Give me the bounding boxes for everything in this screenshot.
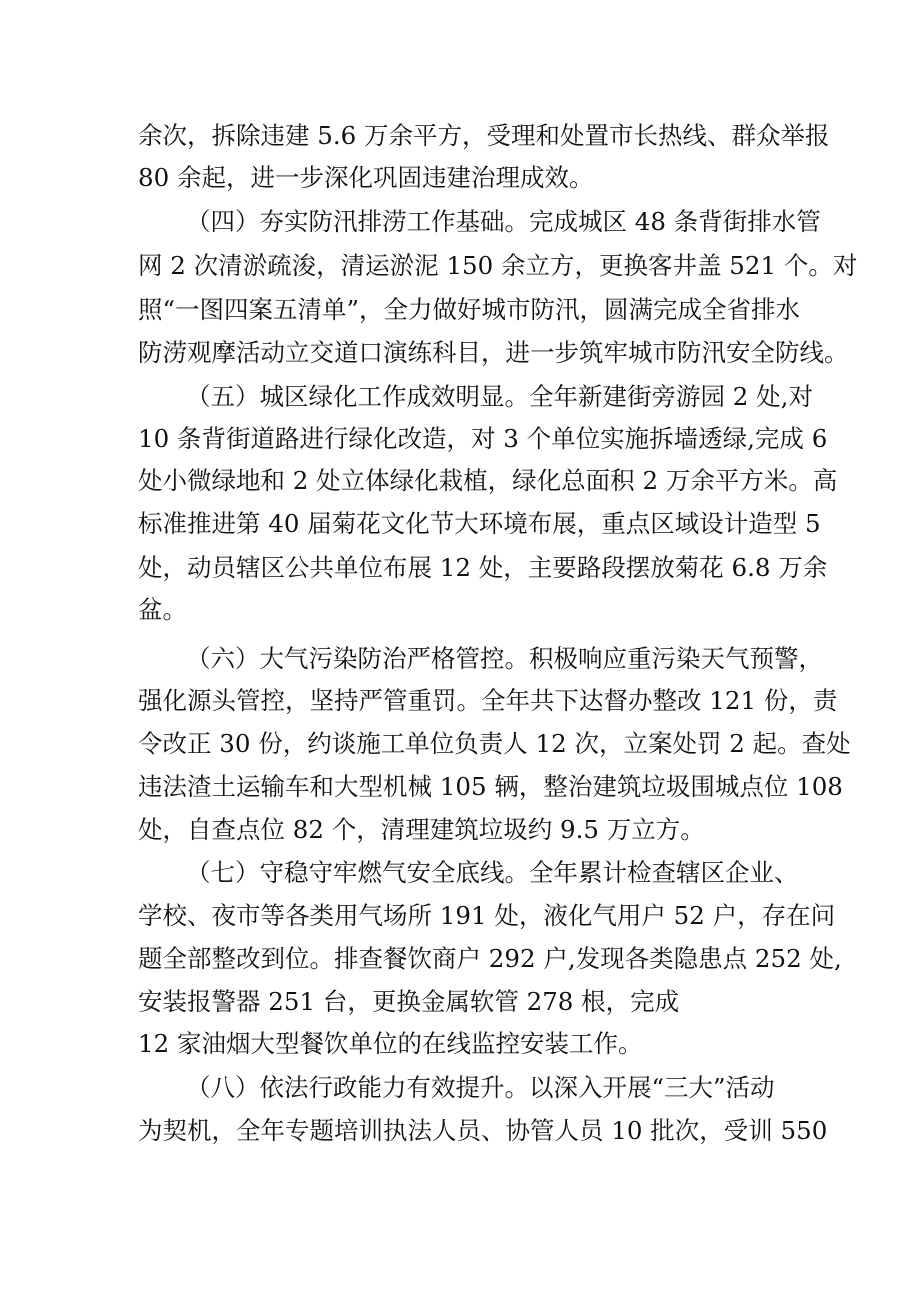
text-line: 盆。 — [138, 595, 187, 624]
text-line: 处，自查点位 82 个，清理建筑垃圾约 9.5 万立方。 — [138, 815, 705, 844]
section-heading-line: （五）城区绿化工作成效明显。全年新建街旁游园 2 处,对 — [186, 382, 813, 411]
text-line: 为契机，全年专题培训执法人员、协管人员 10 批次，受训 550 — [138, 1116, 828, 1145]
section-heading-line: （七）守稳守牢燃气安全底线。全年累计检查辖区企业、 — [186, 858, 799, 887]
text-line: 学校、夜市等各类用气场所 191 处，液化气用户 52 户，存在问 — [138, 901, 836, 930]
text-line: 80 余起，进一步深化巩固违建治理成效。 — [138, 163, 594, 192]
text-line: 照“一图四案五清单”，全力做好城市防汛，圆满完成全省排水 — [138, 295, 801, 324]
text-line: 10 条背街道路进行绿化改造，对 3 个单位实施拆墙透绿,完成 6 — [138, 424, 828, 453]
text-line: 处小微绿地和 2 处立体绿化栽植，绿化总面积 2 万余平方米。高 — [138, 466, 838, 495]
section-heading-line: （六）大气污染防治严格管控。积极响应重污染天气预警， — [186, 644, 823, 673]
text-line: 安装报警器 251 台，更换金属软管 278 根，完成 — [138, 987, 680, 1016]
text-line: 违法渣土运输车和大型机械 105 辆，整治建筑垃圾围城点位 108 — [138, 772, 843, 801]
text-line: 12 家油烟大型餐饮单位的在线监控安装工作。 — [138, 1029, 643, 1058]
section-heading-line: （四）夯实防汛排涝工作基础。完成城区 48 条背街排水管 — [186, 207, 821, 236]
text-line: 令改正 30 份，约谈施工单位负责人 12 次，立案处罚 2 起。查处 — [138, 729, 851, 758]
text-line: 处，动员辖区公共单位布展 12 处，主要路段摆放菊花 6.8 万余 — [138, 553, 828, 582]
text-line: 标准推进第 40 届菊花文化节大环境布展，重点区域设计造型 5 — [138, 509, 821, 538]
text-line: 强化源头管控，坚持严管重罚。全年共下达督办整改 121 份，责 — [138, 686, 838, 715]
text-line: 题全部整改到位。排查餐饮商户 292 户,发现各类隐患点 252 处, — [138, 944, 842, 973]
section-heading-line: （八）依法行政能力有效提升。以深入开展“三大”活动 — [186, 1073, 775, 1102]
text-line: 防涝观摩活动立交道口演练科目，进一步筑牢城市防汛安全防线。 — [138, 338, 849, 367]
text-line: 余次，拆除违建 5.6 万余平方，受理和处置市长热线、群众举报 — [138, 121, 830, 150]
text-line: 网 2 次清淤疏浚，清运淤泥 150 余立方，更换客井盖 521 个。对 — [138, 251, 858, 280]
